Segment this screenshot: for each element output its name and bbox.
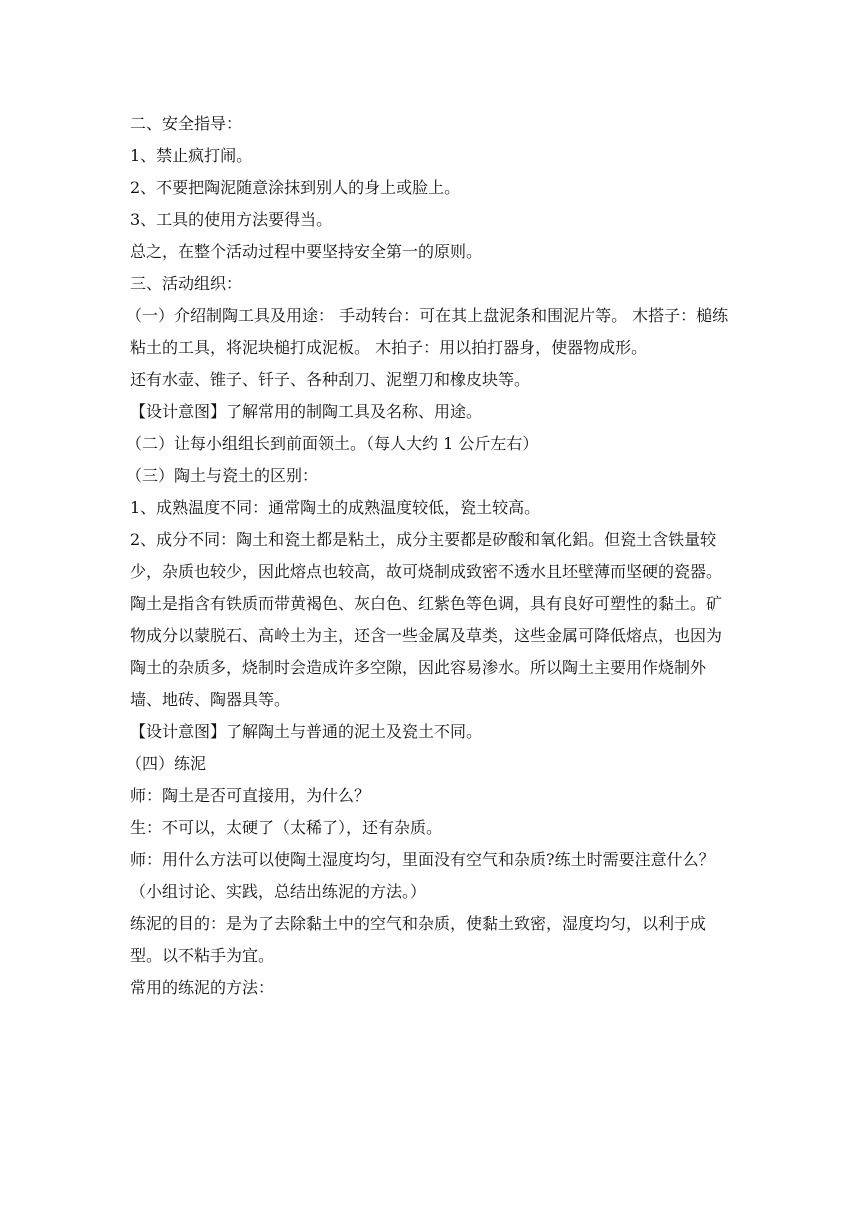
paragraph: 常用的练泥的方法： — [130, 978, 275, 997]
dialogue-teacher: 师：用什么方法可以使陶土湿度均匀，里面没有空气和杂质?练土时需要注意什么？（小组讨论、实践，总结出练泥的方法。） — [130, 850, 715, 901]
subsection-heading: （四）练泥 — [126, 754, 207, 773]
paragraph: 还有水壶、锥子、钎子、各种刮刀、泥塑刀和橡皮块等。 — [130, 370, 531, 389]
section-heading-safety: 二、安全指导： — [130, 114, 243, 133]
dialogue-student: 生：不可以，太硬了（太稀了），还有杂质。 — [130, 818, 443, 837]
section-heading-activity: 三、活动组织： — [130, 274, 243, 293]
design-intent-note: 【设计意图】了解常用的制陶工具及名称、用途。 — [130, 402, 483, 421]
paragraph-purpose: 练泥的目的：是为了去除黏土中的空气和杂质，使黏土致密，湿度均匀，以利于成型。以不粘手为宜。 — [130, 914, 707, 965]
dialogue-teacher: 师：陶土是否可直接用，为什么？ — [130, 786, 371, 805]
paragraph: 1、成熟温度不同：通常陶土的成熟温度较低，瓷土较高。 — [130, 498, 541, 517]
paragraph-tools: （一）介绍制陶工具及用途： 手动转台：可在其上盘泥条和围泥片等。 木搭子：槌练粘土的工具，将泥块槌打成泥板。 木拍子：用以拍打器身，使器物成形。 — [126, 306, 729, 357]
paragraph: 2、不要把陶泥随意涂抹到别人的身上或脸上。 — [130, 178, 461, 197]
paragraph: 总之，在整个活动过程中要坚持安全第一的原则。 — [130, 242, 483, 261]
document-body — [126, 108, 734, 1004]
paragraph: 3、工具的使用方法要得当。 — [130, 210, 333, 229]
paragraph: 1、禁止疯打闹。 — [130, 146, 253, 165]
subsection-heading: （三）陶土与瓷土的区别： — [126, 466, 319, 485]
design-intent-note: 【设计意图】了解陶土与普通的泥土及瓷土不同。 — [130, 722, 483, 741]
paragraph-composition: 2、成分不同：陶土和瓷土都是粘土，成分主要都是矽酸和氧化鋁。但瓷土含铁量较少，杂质也较少，因此熔点也较高，故可烧制成致密不透水且坯壁薄而坚硬的瓷器。陶土是指含有铁质而带黄褐色、灰白色、红紫色等色调，具有良好可塑性的黏土。矿物成分以蒙脱石、高岭土为主，还含一些金属及草类，这些金属可降低熔点，也因为陶土的杂质多，烧制时会造成许多空隙，因此容易渗水。所以陶土主要用作烧制外墙、地砖、陶器具等。 — [130, 530, 723, 709]
paragraph: （二）让每小组组长到前面领土。（每人大约 1 公斤左右） — [126, 434, 539, 453]
